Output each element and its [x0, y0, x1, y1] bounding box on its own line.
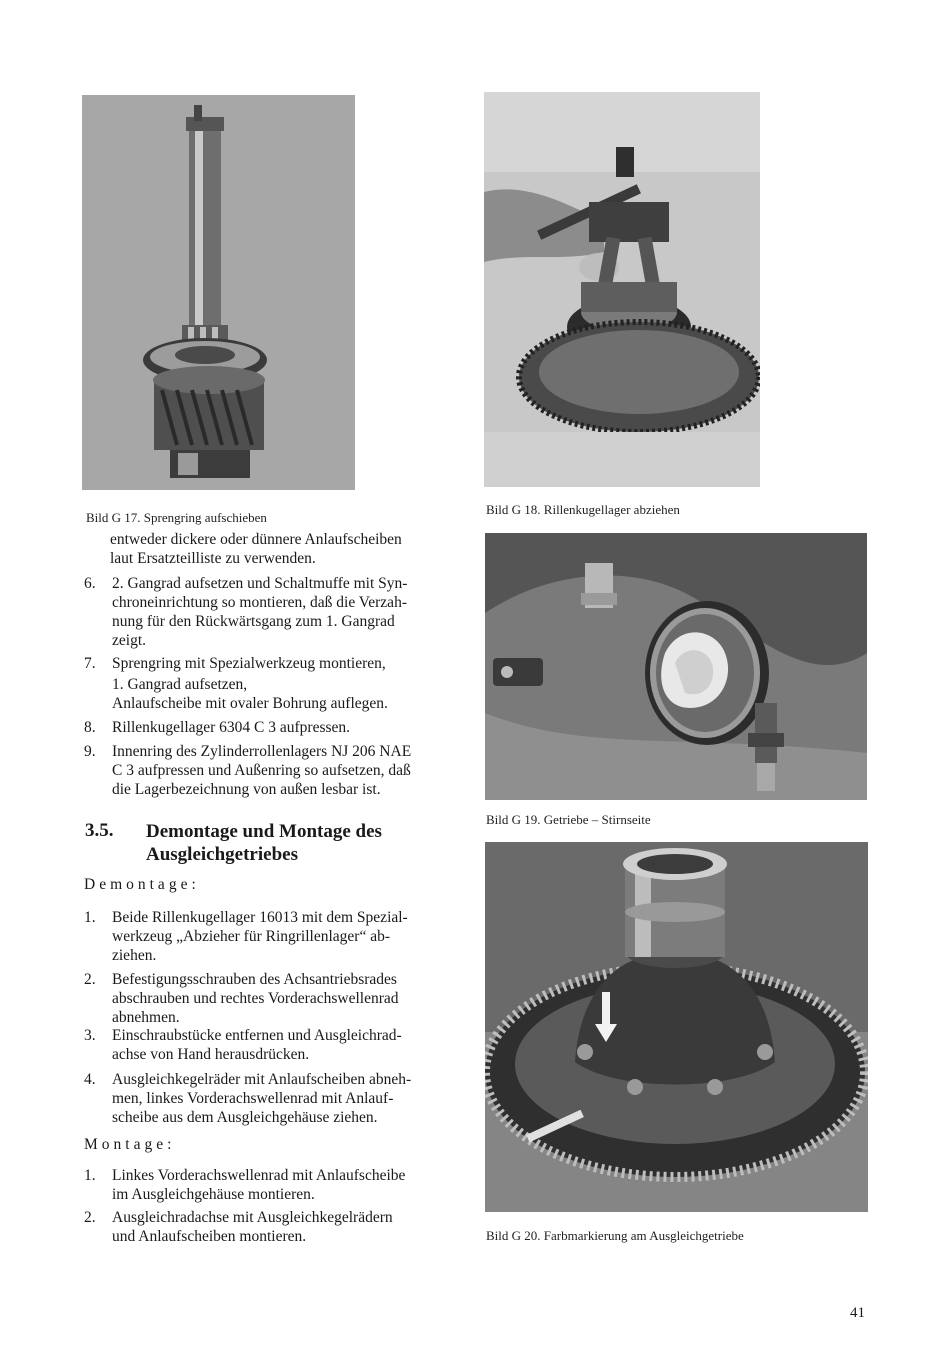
figure-g20-photo [485, 842, 868, 1212]
text-line: die Lagerbezeichnung von außen lesbar ist. [112, 781, 381, 798]
item-number: 8. [84, 719, 96, 736]
item-number: 2. [84, 971, 96, 988]
montage-label: Montage: [84, 1136, 176, 1153]
text-line: Anlaufscheibe mit ovaler Bohrung auflegen. [112, 695, 388, 712]
figure-g19-caption: Bild G 19. Getriebe – Stirnseite [486, 812, 651, 827]
text-line: im Ausgleichgehäuse montieren. [112, 1186, 315, 1203]
text-line: laut Ersatzteilliste zu verwenden. [110, 550, 316, 567]
text-line: Rillenkugellager 6304 C 3 aufpressen. [112, 719, 351, 736]
text-line: Linkes Vorderachswellenrad mit Anlaufscheibe [112, 1167, 406, 1184]
figure-g19-photo [485, 533, 867, 800]
figure-g18-caption: Bild G 18. Rillenkugellager abziehen [486, 502, 680, 517]
text-line: ziehen. [112, 947, 157, 964]
intro-paragraph [110, 530, 470, 568]
section-title-line: Demontage und Montage des [146, 821, 382, 842]
text-line: Ausgleichradachse mit Ausgleichkegelrädern [112, 1209, 393, 1226]
text-line: nung für den Rückwärtsgang zum 1. Gangrad [112, 613, 395, 630]
section-number: 3.5. [85, 820, 114, 841]
page-number: 41 [850, 1305, 865, 1321]
text-line: abnehmen. [112, 1009, 180, 1026]
montage-list [84, 1166, 470, 1246]
figure-g18-photo [484, 92, 760, 487]
text-line: scheibe aus dem Ausgleichgehäuse ziehen. [112, 1109, 378, 1126]
steps-list [84, 574, 470, 804]
item-number: 4. [84, 1071, 96, 1088]
item-number: 2. [84, 1209, 96, 1226]
text-line: Einschraubstücke entfernen und Ausgleichrad- [112, 1027, 402, 1044]
item-number: 3. [84, 1027, 96, 1044]
text-line: Befestigungsschrauben des Achsantriebsrades [112, 971, 397, 988]
item-number: 6. [84, 575, 96, 592]
item-number: 7. [84, 655, 96, 672]
demontage-label: Demontage: [84, 876, 200, 893]
section-title-line: Ausgleichgetriebes [146, 844, 298, 865]
text-line: Sprengring mit Spezialwerkzeug montieren, [112, 655, 386, 672]
text-line: und Anlaufscheiben montieren. [112, 1228, 307, 1245]
text-line: C 3 aufpressen und Außenring so aufsetzen, daß [112, 762, 411, 779]
text-line: 1. Gangrad aufsetzen, [112, 676, 248, 693]
demontage-list [84, 908, 470, 1128]
text-line: werkzeug „Abzieher für Ringrillenlager“ ab- [112, 928, 391, 945]
text-line: abschrauben und rechtes Vorderachswellenrad [112, 990, 399, 1007]
text-line: Innenring des Zylinderrollenlagers NJ 206 NAE [112, 743, 412, 760]
text-line: zeigt. [112, 632, 146, 649]
figure-g17-caption: Bild G 17. Sprengring aufschieben [86, 510, 267, 525]
text-line: entweder dickere oder dünnere Anlaufscheiben [110, 531, 402, 548]
item-number: 1. [84, 1167, 96, 1184]
text-line: Ausgleichkegelräder mit Anlaufscheiben abneh- [112, 1071, 412, 1088]
text-line: 2. Gangrad aufsetzen und Schaltmuffe mit Syn- [112, 575, 408, 592]
figure-g17-photo [82, 95, 355, 490]
text-line: Beide Rillenkugellager 16013 mit dem Spezial- [112, 909, 408, 926]
text-line: chroneinrichtung so montieren, daß die Verzah- [112, 594, 407, 611]
item-number: 1. [84, 909, 96, 926]
text-line: men, linkes Vorderachswellenrad mit Anlauf- [112, 1090, 394, 1107]
text-line: achse von Hand herausdrücken. [112, 1046, 310, 1063]
item-number: 9. [84, 743, 96, 760]
figure-g20-caption: Bild G 20. Farbmarkierung am Ausgleichgetriebe [486, 1228, 744, 1243]
section-title [146, 820, 446, 866]
